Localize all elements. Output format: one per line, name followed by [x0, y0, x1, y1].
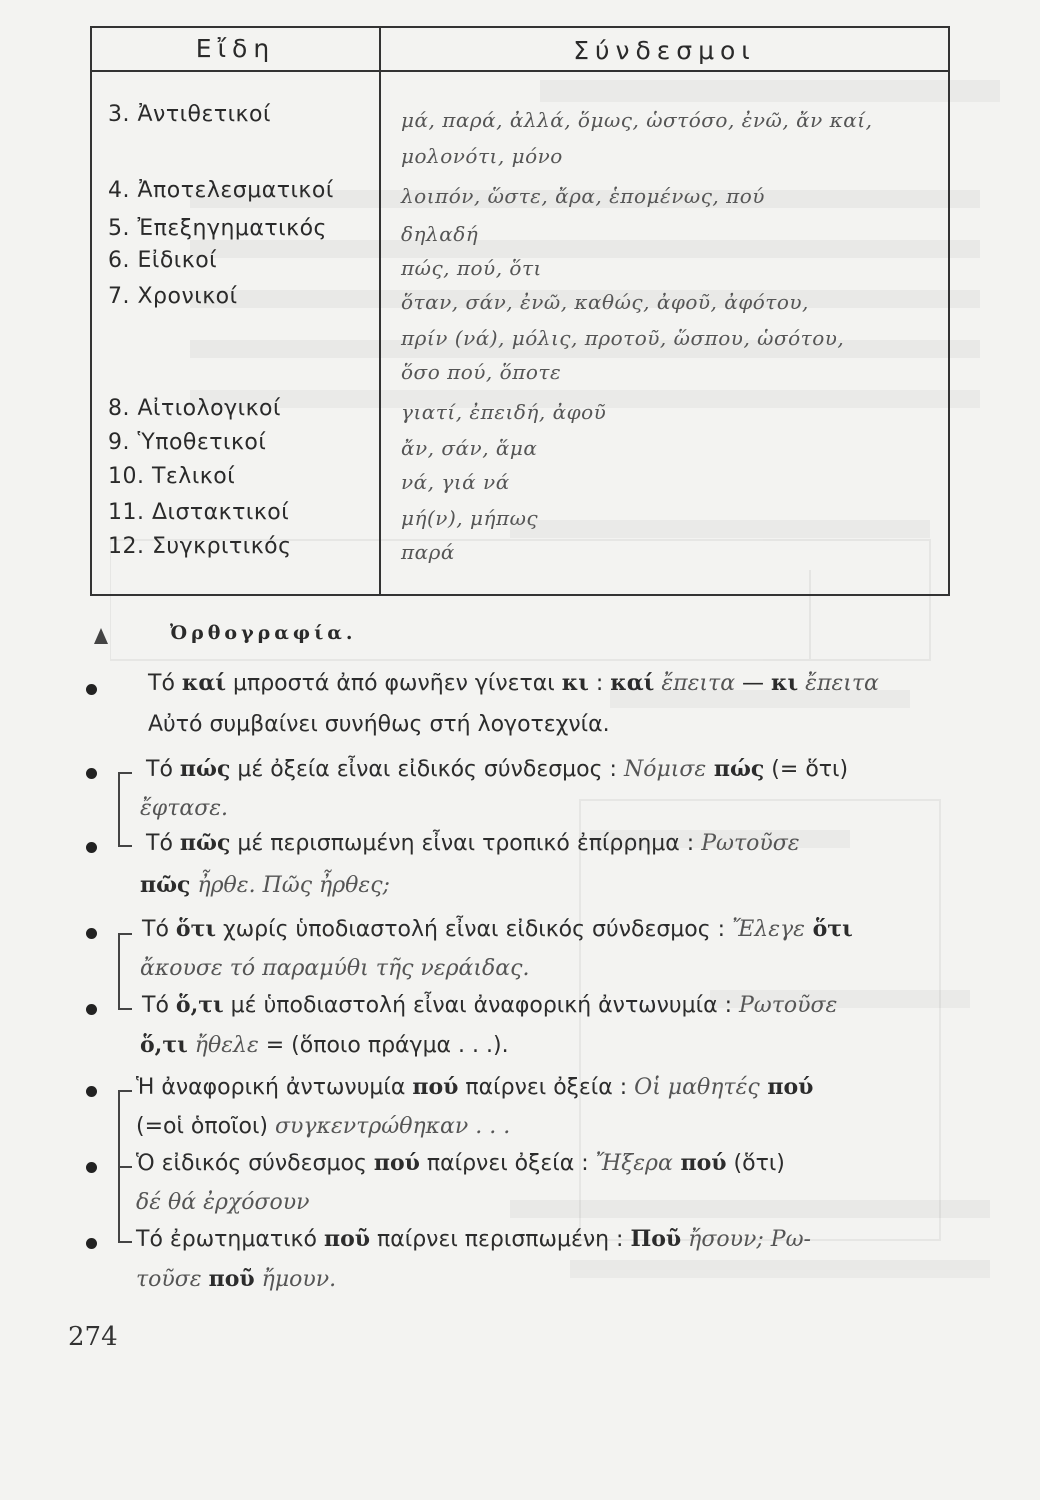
bullet-icon: [86, 1086, 97, 1097]
conj-temporal-3: ὅσο πού, ὅποτε: [401, 360, 562, 384]
conj-comparative: παρά: [401, 540, 455, 564]
kind-adversative: 3. Ἀντιθετικοί: [108, 102, 271, 127]
rule-oti-line1: Τό ὅτι χωρίς ὑποδιαστολή εἶναι εἰδικός σύνδεσμος : Ἔλεγε ὅτι: [142, 916, 853, 942]
conj-adversative-1: μά, παρά, ἀλλά, ὅμως, ὡστόσο, ἐνῶ, ἄν καί,: [401, 108, 873, 132]
bullet-icon: [86, 1238, 97, 1249]
section-title: Ὀρθογραφία.: [170, 622, 357, 644]
rule-pos-acute-line1: Τό πώς μέ ὀξεία εἶναι εἰδικός σύνδεσμος : Νόμισε πώς (= ὅτι): [146, 756, 849, 782]
rule-pou-declarative-line1: Ὁ εἰδικός σύνδεσμος πού παίρνει ὀξεία : Ἤξερα πού (ὅτι): [136, 1150, 785, 1176]
bullet-icon: [86, 928, 97, 939]
rule-o-ti-line1: Τό ὅ,τι μέ ὑποδιαστολή εἶναι ἀναφορική ἀντωνυμία : Ρωτοῦσε: [142, 992, 838, 1018]
bracket-oti: [118, 933, 120, 1009]
kind-explanatory: 5. Ἐπεξηγηματικός: [108, 216, 327, 241]
header-kinds: Εἴδη: [195, 34, 276, 63]
bullet-icon: [86, 684, 97, 695]
bracket-tick: [118, 933, 132, 935]
rule-pos-acute-line2: ἔφτασε.: [140, 796, 229, 821]
rule-pou-interrogative-line2: τοῦσε ποῦ ἤμουν.: [136, 1266, 337, 1292]
conj-explanatory: δηλαδή: [401, 222, 479, 246]
kind-final: 10. Τελικοί: [108, 464, 236, 489]
kind-causal: 8. Αἰτιολογικοί: [108, 396, 281, 421]
rule-pou-relative-line2: (=οἱ ὁποῖοι) συγκεντρώθηκαν . . .: [136, 1114, 511, 1139]
rule-pos-circumflex-line2: πῶς ἦρθε. Πῶς ἦρθες;: [140, 872, 390, 898]
conj-temporal-2: πρίν (νά), μόλις, προτοῦ, ὥσπου, ὡσότου,: [401, 326, 845, 350]
rule-pou-declarative-line2: δέ θά ἐρχόσουν: [136, 1190, 310, 1215]
bullet-icon: [86, 1004, 97, 1015]
bracket-tick: [118, 772, 132, 774]
kind-consecutive: 4. Ἀποτελεσματικοί: [108, 178, 334, 203]
header-conjunctions: Σύνδεσμοι: [573, 36, 756, 65]
bracket-tick: [118, 1008, 132, 1010]
conj-causal: γιατί, ἐπειδή, ἀφοῦ: [401, 400, 607, 424]
bracket-pos-pos: [118, 772, 120, 846]
conj-consecutive: λοιπόν, ὥστε, ἄρα, ἑπομένως, πού: [401, 184, 765, 208]
rule-pou-interrogative-line1: Τό ἐρωτηματικό ποῦ παίρνει περισπωμένη : Ποῦ ἤσουν; Ρω-: [136, 1226, 811, 1252]
table-column-divider: [379, 28, 381, 594]
rule-kai-line2: Αὐτό συμβαίνει συνήθως στή λογοτεχνία.: [148, 712, 610, 737]
kind-hesitative: 11. Διστακτικοί: [108, 500, 290, 525]
rule-o-ti-line2: ὅ,τι ἤθελε = (ὅποιο πράγμα . . .).: [140, 1032, 509, 1058]
rule-pos-circumflex-line1: Τό πῶς μέ περισπωμένη εἶναι τροπικό ἐπίρρημα : Ρωτοῦσε: [146, 830, 800, 856]
kind-comparative: 12. Συγκριτικός: [108, 534, 292, 559]
rule-pou-relative-line1: Ἡ ἀναφορική ἀντωνυμία πού παίρνει ὀξεία : Οἱ μαθητές πού: [136, 1074, 814, 1100]
conj-declarative: πώς, πού, ὅτι: [401, 256, 542, 280]
page-number: 274: [68, 1322, 118, 1352]
bracket-tick: [118, 1241, 132, 1243]
conj-final: νά, γιά νά: [401, 470, 510, 494]
bullet-icon: [86, 1162, 97, 1173]
table-header-divider: [92, 70, 948, 72]
kind-temporal: 7. Χρονικοί: [108, 284, 238, 309]
kind-declarative: 6. Εἰδικοί: [108, 248, 218, 273]
conj-hesitative: μή(ν), μήπως: [401, 506, 539, 530]
conj-conditional: ἄν, σάν, ἅμα: [401, 436, 538, 460]
bullet-icon: [86, 768, 97, 779]
kind-conditional: 9. Ὑποθετικοί: [108, 430, 267, 455]
conj-temporal-1: ὅταν, σάν, ἐνῶ, καθώς, ἀφοῦ, ἀφότου,: [401, 290, 809, 314]
conj-adversative-2: μολονότι, μόνο: [401, 144, 563, 168]
conjunctions-table: [90, 26, 950, 596]
bracket-tick: [118, 1166, 132, 1168]
triangle-icon: [94, 628, 108, 644]
bracket-tick: [118, 1090, 132, 1092]
rule-oti-line2: ἄκουσε τό παραμύθι τῆς νεράιδας.: [140, 956, 530, 981]
rule-kai-line1: Τό καί μπροστά ἀπό φωνῆεν γίνεται κι : καί ἔπειτα — κι ἔπειτα: [148, 670, 879, 696]
bracket-tick: [118, 845, 132, 847]
bullet-icon: [86, 842, 97, 853]
